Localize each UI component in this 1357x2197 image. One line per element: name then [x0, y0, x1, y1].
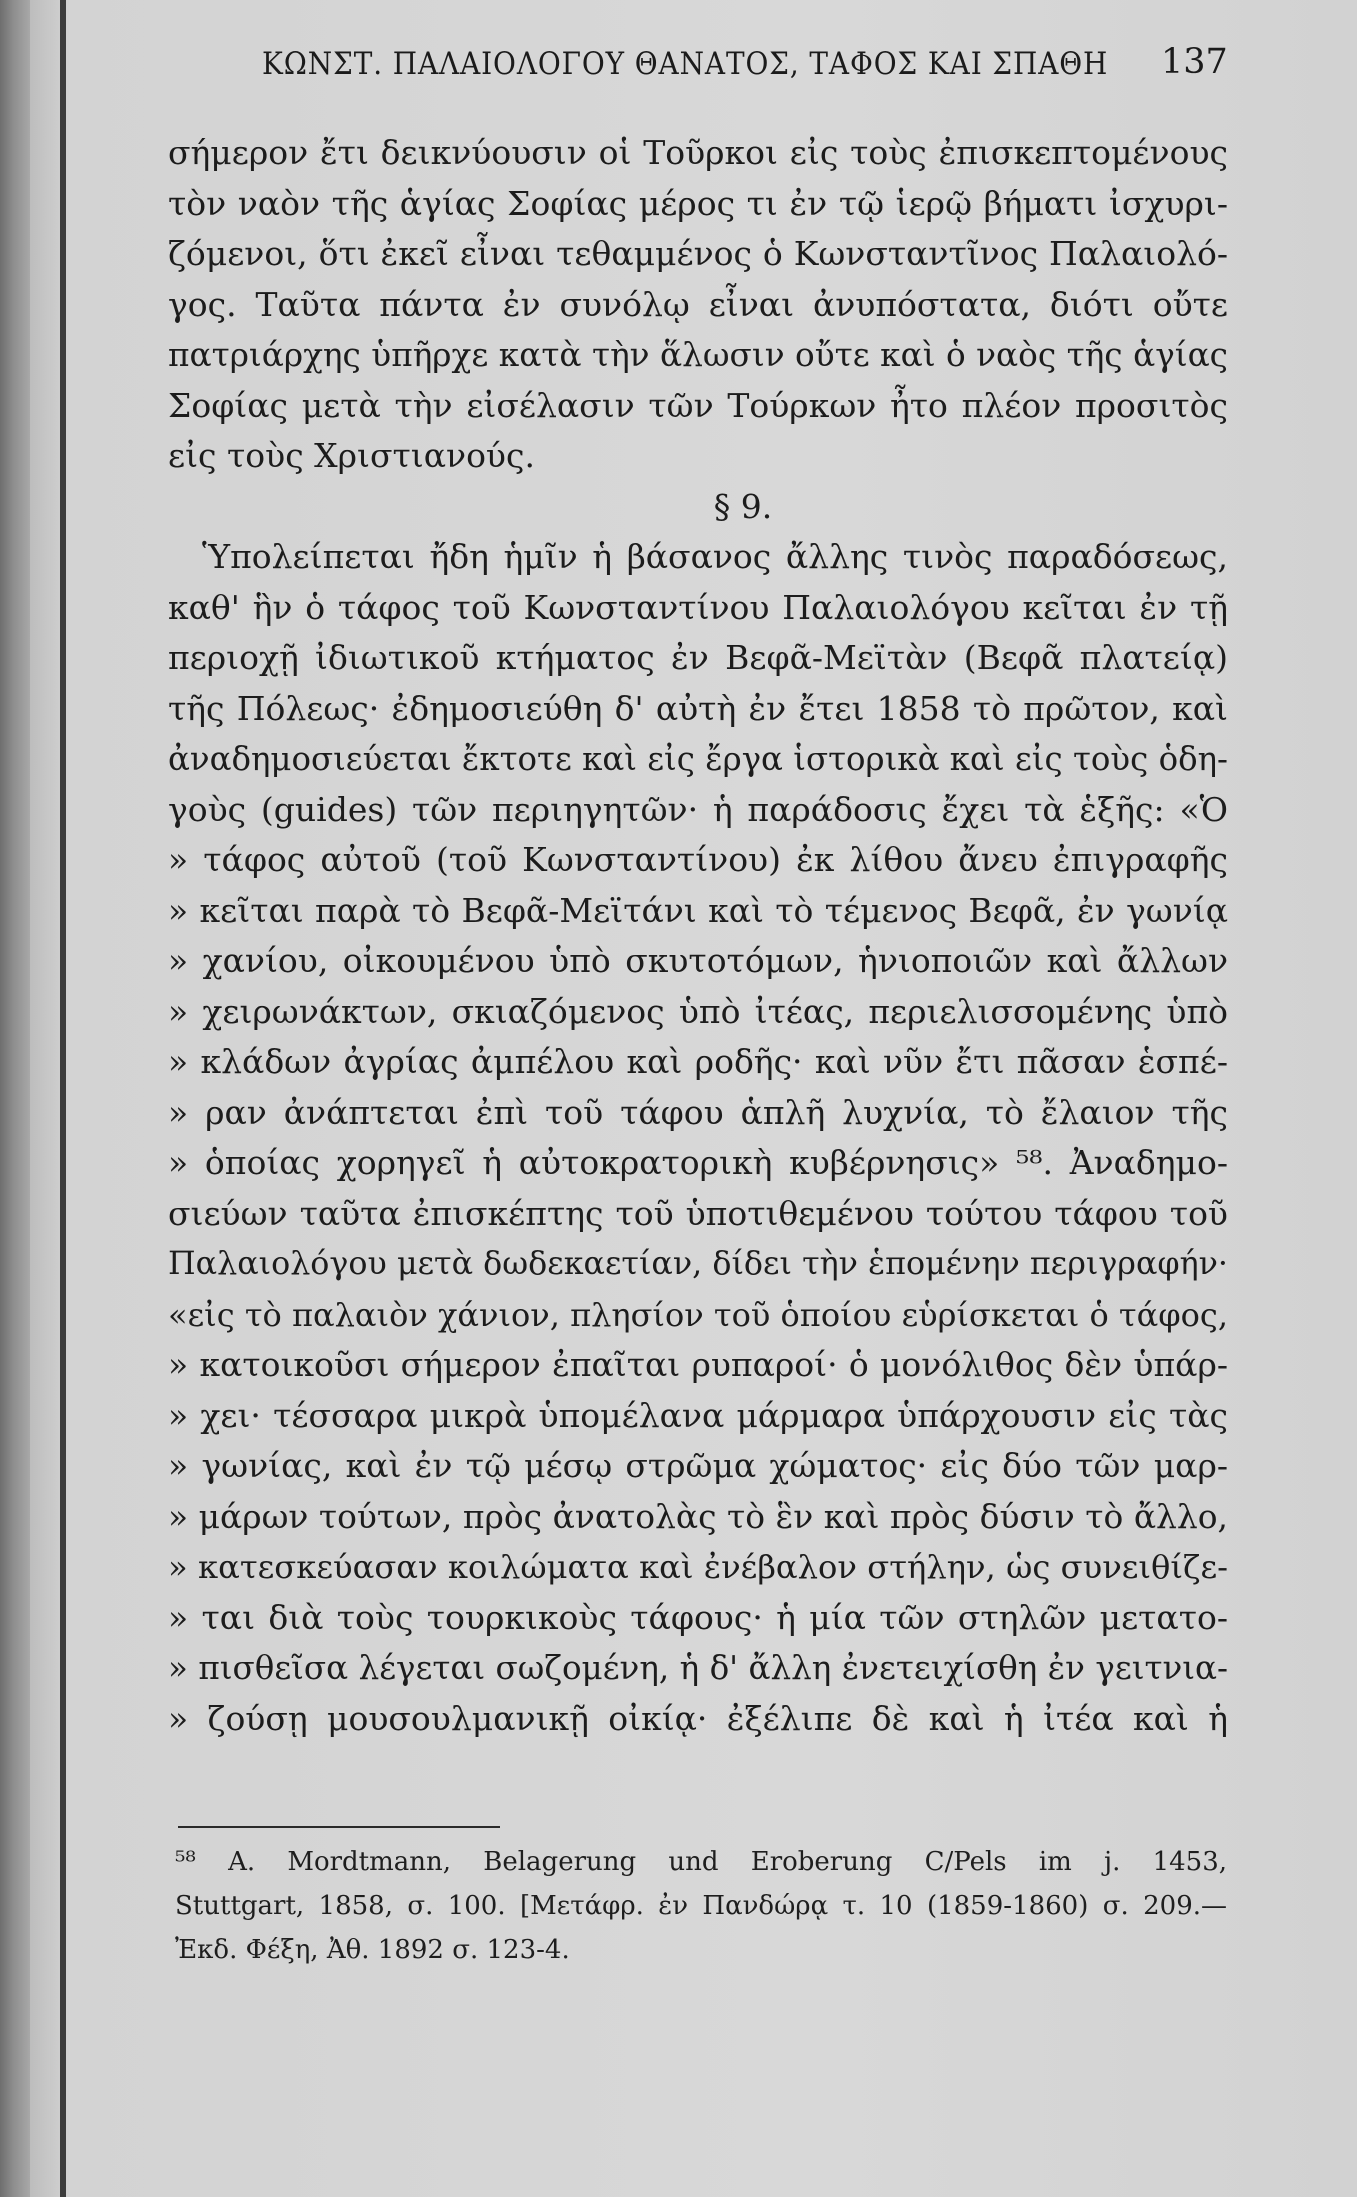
text-line: Ὑπολείπεται ἤδη ἡμῖν ἡ βάσανος ἄλλης τινὸς παραδόσεως,: [202, 537, 1228, 576]
text-line: σιεύων ταῦτα ἐπισκέπτης τοῦ ὑποτιθεμένου τούτου τάφου τοῦ: [168, 1193, 1228, 1233]
text-line: » κατοικοῦσι σήμερον ἐπαῖται ρυπαροί· ὁ μονόλιθος δὲν ὑπάρ-: [168, 1345, 1228, 1384]
text-line: » μάρων τούτων, πρὸς ἀνατολὰς τὸ ἓν καὶ πρὸς δύσιν τὸ ἄλλο,: [168, 1496, 1228, 1536]
text-line: καθ' ἣν ὁ τάφος τοῦ Κωνσταντίνου Παλαιολόγου κεῖται ἐν τῇ: [168, 587, 1228, 627]
text-line: » πισθεῖσα λέγεται σωζομένη, ἡ δ' ἄλλη ἐνετειχίσθη ἐν γειτνια-: [168, 1649, 1228, 1687]
running-header: [0, 42, 1357, 86]
text-line: Παλαιολόγου μετὰ δωδεκαετίαν, δίδει τὴν ἑπομένην περιγραφήν·: [168, 1246, 1228, 1282]
text-line: «εἰς τὸ παλαιὸν χάνιον, πλησίον τοῦ ὁποίου εὑρίσκεται ὁ τάφος,: [168, 1295, 1228, 1334]
text-line: » χανίου, οἰκουμένου ὑπὸ σκυτοτόμων, ἡνιοποιῶν καὶ ἄλλων: [168, 941, 1228, 980]
text-line: πατριάρχης ὑπῆρχε κατὰ τὴν ἅλωσιν οὔτε καὶ ὁ ναὸς τῆς ἁγίας: [168, 336, 1228, 374]
text-line: τὸν ναὸν τῆς ἁγίας Σοφίας μέρος τι ἐν τῷ ἱερῷ βήματι ἰσχυρι-: [168, 183, 1228, 223]
text-line: περιοχῇ ἰδιωτικοῦ κτήματος ἐν Βεφᾶ-Μεϊτὰν (Βεφᾶ πλατείᾳ): [168, 638, 1228, 677]
text-line: » ραν ἀνάπτεται ἐπὶ τοῦ τάφου ἁπλῆ λυχνία, τὸ ἔλαιον τῆς: [168, 1092, 1228, 1132]
text-line: » κατεσκεύασαν κοιλώματα καὶ ἐνέβαλον στήλην, ὡς συνειθίζε-: [168, 1548, 1228, 1586]
book-spine-shadow: [0, 0, 30, 2197]
text-line: τῆς Πόλεως· ἐδημοσιεύθη δ' αὐτὴ ἐν ἔτει 1858 τὸ πρῶτον, καὶ: [168, 688, 1228, 728]
text-line: » κλάδων ἀγρίας ἀμπέλου καὶ ροδῆς· καὶ νῦν ἔτι πᾶσαν ἑσπέ-: [168, 1042, 1228, 1081]
text-line: ἀναδημοσιεύεται ἔκτοτε καὶ εἰς ἔργα ἱστορικὰ καὶ εἰς τοὺς ὁδη-: [168, 740, 1228, 778]
text-line: » χει· τέσσαρα μικρὰ ὑπομέλανα μάρμαρα ὑπάρχουσιν εἰς τὰς: [168, 1395, 1228, 1435]
text-line: γος. Ταῦτα πάντα ἐν συνόλῳ εἶναι ἀνυπόστατα, διότι οὔτε: [168, 284, 1228, 324]
text-line: Σοφίας μετὰ τὴν εἰσέλασιν τῶν Τούρκων ἦτο πλέον προσιτὸς: [168, 385, 1228, 425]
footnote-line: Stuttgart, 1858, σ. 100. [Μετάφρ. ἐν Πανδώρᾳ τ. 10 (1859-1860) σ. 209.—: [175, 1891, 1227, 1921]
text-line: γοὺς (guides) τῶν περιηγητῶν· ἡ παράδοσις ἔχει τὰ ἑξῆς: «Ὁ: [168, 789, 1228, 829]
binding-edge: [60, 0, 66, 2197]
footnote-rule: [178, 1826, 500, 1828]
text-line: » χειρωνάκτων, σκιαζόμενος ὑπὸ ἰτέας, περιελισσομένης ὑπὸ: [168, 991, 1228, 1031]
text-line: σήμερον ἔτι δεικνύουσιν οἱ Τοῦρκοι εἰς τοὺς ἐπισκεπτομένους: [168, 133, 1228, 172]
body-text: [168, 128, 1228, 1744]
section-heading: § 9.: [713, 486, 773, 526]
footnote-line: Ἐκδ. Φέξη, Ἀθ. 1892 σ. 123-4.: [175, 1935, 570, 1965]
text-line: » κεῖται παρὰ τὸ Βεφᾶ-Μεϊτάνι καὶ τὸ τέμενος Βεφᾶ, ἐν γωνίᾳ: [168, 890, 1228, 930]
footnote: [175, 1840, 1227, 1972]
footnote-line: ⁵⁸ A. Mordtmann, Belagerung und Eroberung C/Pels im j. 1453,: [175, 1847, 1227, 1877]
text-line: » ὁποίας χορηγεῖ ἡ αὐτοκρατορικὴ κυβέρνησις» ⁵⁸. Ἀναδημο-: [168, 1143, 1228, 1182]
text-line: εἰς τοὺς Χριστιανούς.: [168, 436, 535, 475]
text-line: » ζούσῃ μουσουλμανικῇ οἰκίᾳ· ἐξέλιπε δὲ καὶ ἡ ἰτέα καὶ ἡ: [168, 1698, 1228, 1738]
text-line: » γωνίας, καὶ ἐν τῷ μέσῳ στρῶμα χώματος· εἰς δύο τῶν μαρ-: [168, 1446, 1228, 1485]
text-line: » ται διὰ τοὺς τουρκικοὺς τάφους· ἡ μία τῶν στηλῶν μετατο-: [168, 1597, 1228, 1637]
running-title: ΚΩΝΣΤ. ΠΑΛΑΙΟΛΟΓΟΥ ΘΑΝΑΤΟΣ, ΤΑΦΟΣ ΚΑΙ ΣΠΑΘΗ: [262, 46, 1109, 82]
text-line: ζόμενοι, ὅτι ἐκεῖ εἶναι τεθαμμένος ὁ Κωνσταντῖνος Παλαιολό-: [168, 234, 1228, 273]
page-number: 137: [1161, 42, 1228, 82]
text-line: » τάφος αὐτοῦ (τοῦ Κωνσταντίνου) ἐκ λίθου ἄνευ ἐπιγραφῆς: [168, 840, 1228, 879]
